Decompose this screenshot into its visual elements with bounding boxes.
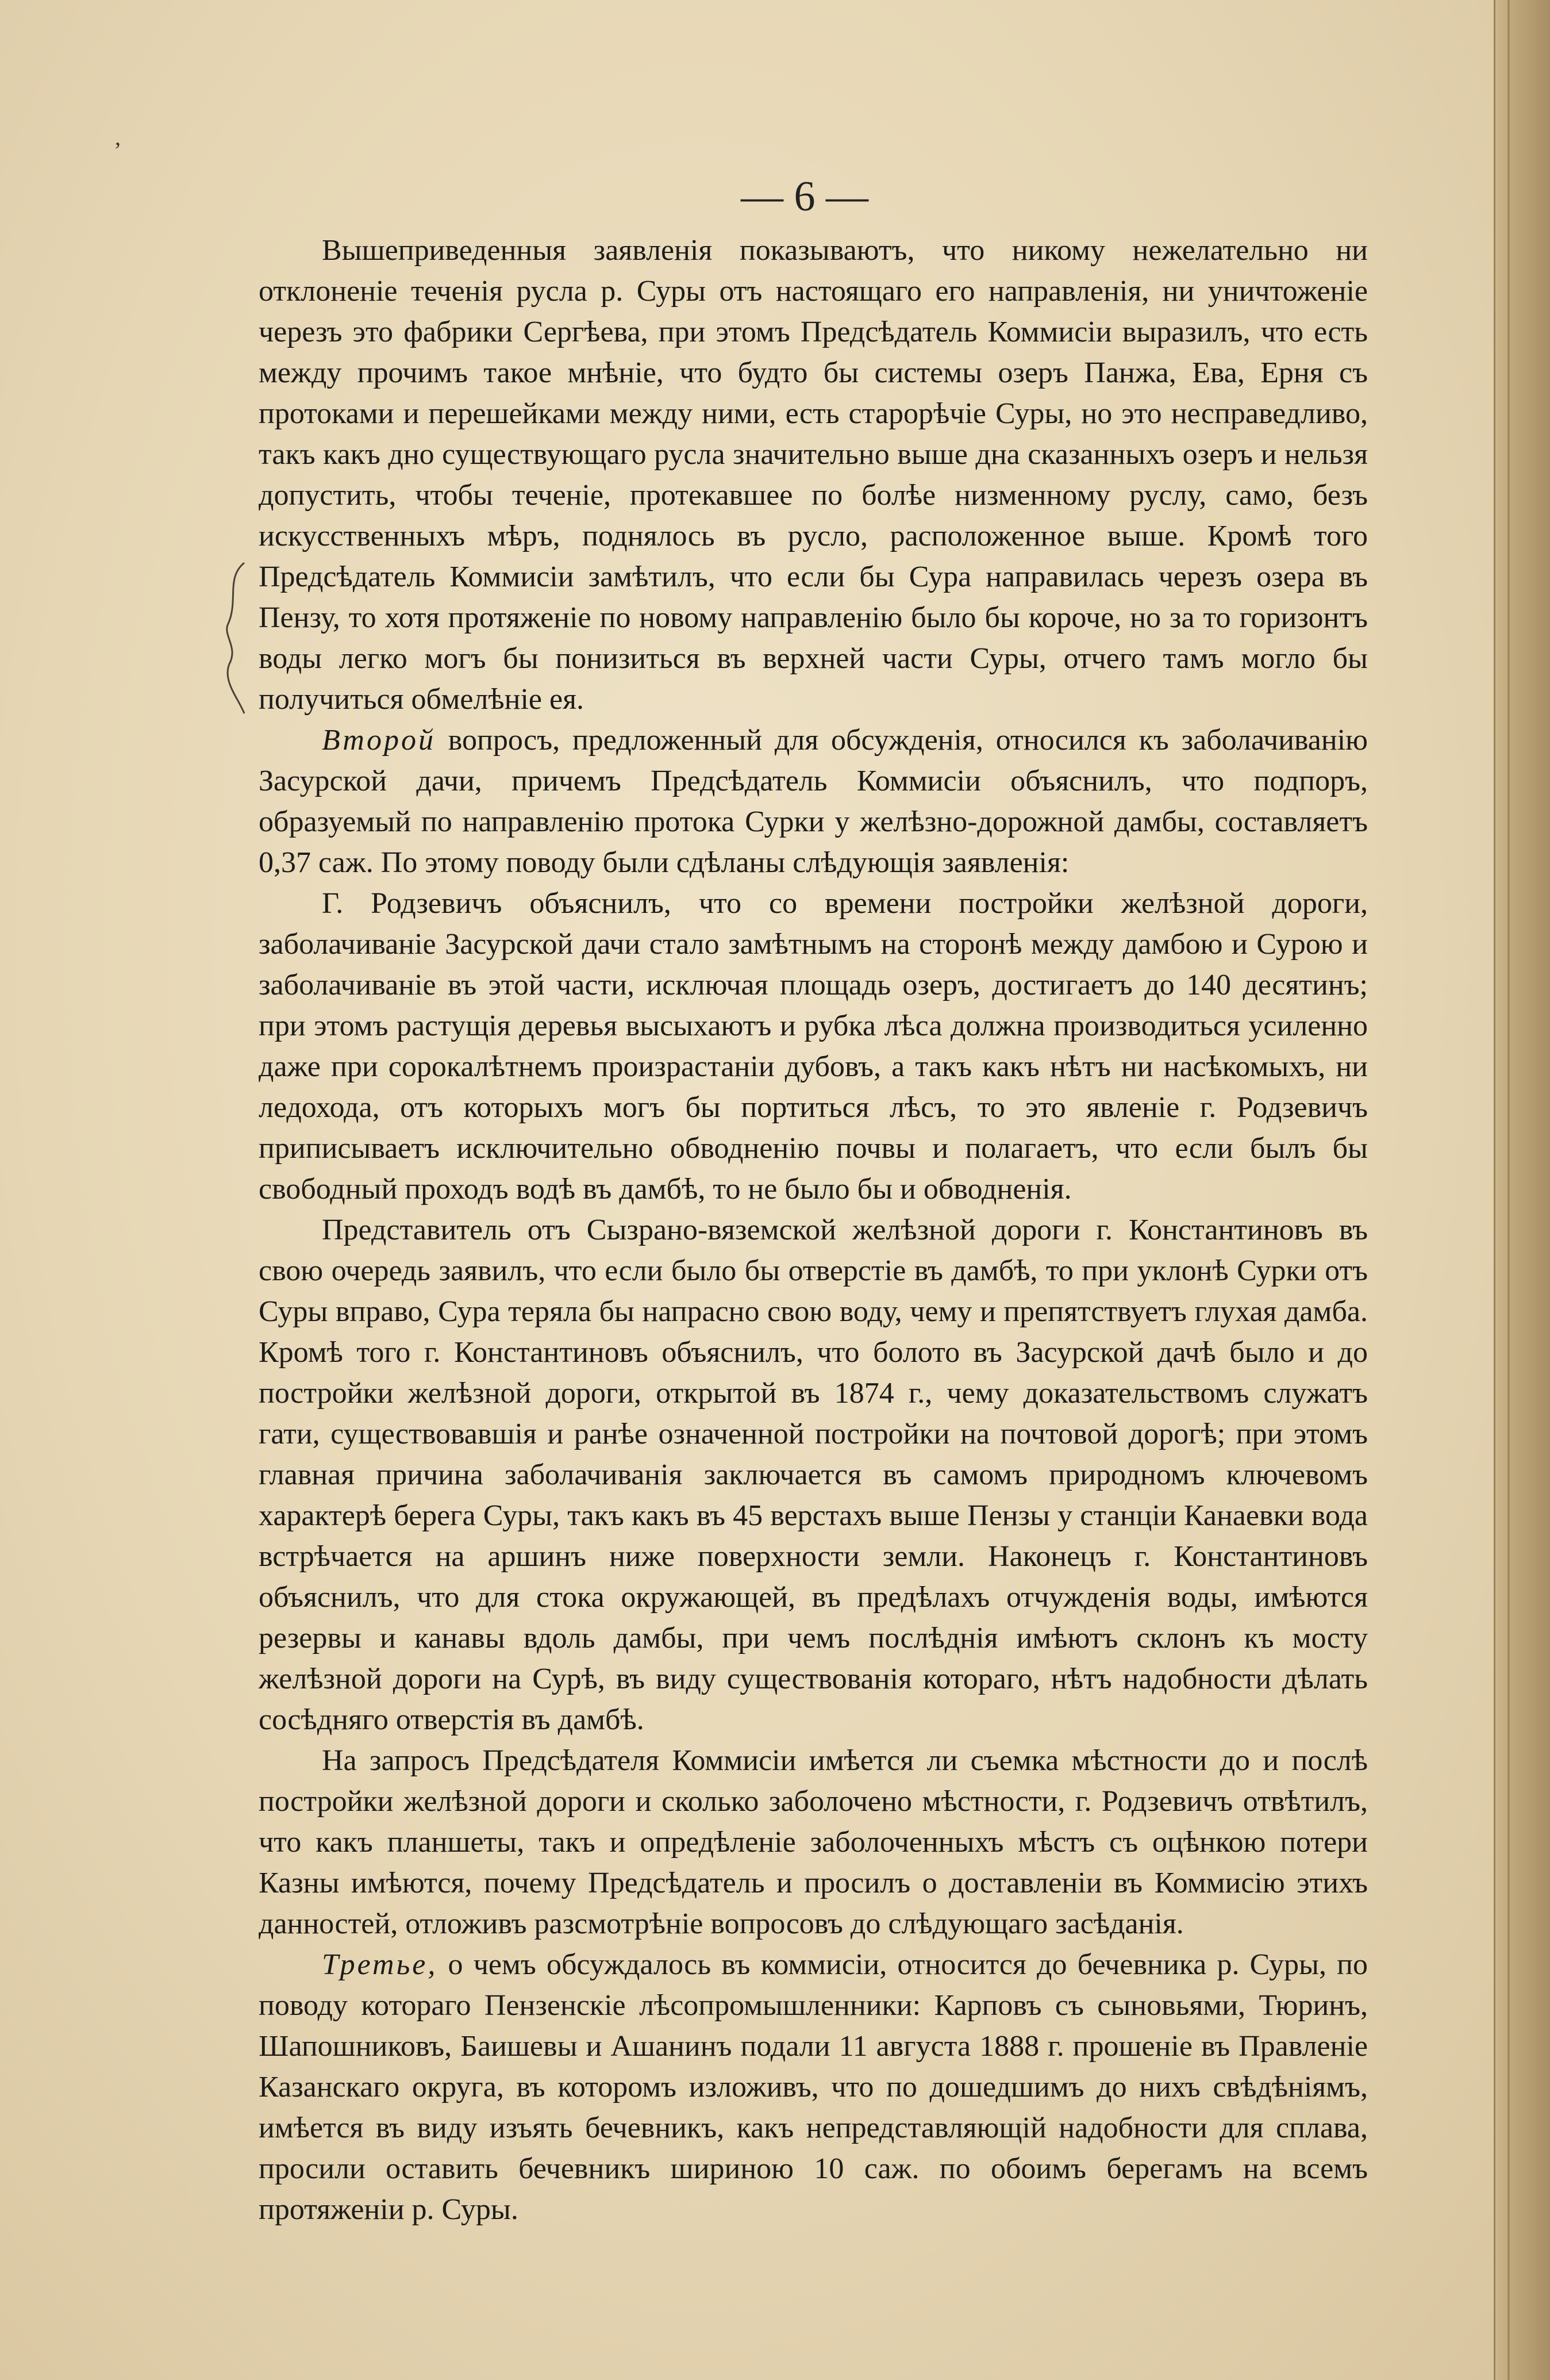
- paragraph: Второй вопросъ, предложенный для обсужденія, относился къ заболачиванію Засурской дачи, причемъ Предсѣдатель Коммисіи объяснилъ, что подпоръ, образуемый по направленію протока Сурки у желѣзно-дорожной дамбы, составляетъ 0,37 саж. По этому поводу были сдѣланы слѣдующія заявленія:: [259, 724, 1368, 879]
- paragraph: Представитель отъ Сызрано-вяземской желѣзной дороги г. Константиновъ въ свою очередь заявилъ, что если было бы отверстіе въ дамбѣ, то при уклонѣ Сурки отъ Суры вправо, Сура теряла бы напрасно свою воду, чему и препятствуетъ глухая дамба. Кромѣ того г. Константиновъ объяснилъ, что болото въ Засурской дачѣ было и до постройки желѣзной дороги, открытой въ 1874 г., чему доказательствомъ служатъ гати, существовавшія и ранѣе означенной постройки на почтовой дорогѣ; при этомъ главная причина заболачиванія заключается въ самомъ природномъ ключевомъ характерѣ берега Суры, такъ какъ въ 45 верстахъ выше Пензы у станціи Канаевки вода встрѣчается на аршинъ ниже поверхности земли. Наконецъ г. Константиновъ объяснилъ, что для стока окружающей, въ предѣлахъ отчужденія воды, имѣются резервы и канавы вдоль дамбы, при чемъ послѣднія имѣютъ склонъ къ мосту желѣзной дороги на Сурѣ, въ виду существованія котораго, нѣтъ надобности дѣлать сосѣдняго отверстія въ дамбѣ.: [259, 1214, 1368, 1736]
- binding-thread: [1507, 0, 1510, 2380]
- margin-brace-mark: [221, 561, 249, 716]
- body-text: [259, 230, 1368, 2230]
- paragraph: На запросъ Предсѣдателя Коммисіи имѣется ли съемка мѣстности до и послѣ постройки желѣзной дороги и сколько заболочено мѣстности, г. Родзевичъ отвѣтилъ, что какъ планшеты, такъ и опредѣленіе заболоченныхъ мѣстъ съ оцѣнкою потери Казны имѣются, почему Предсѣдатель и просилъ о доставленіи въ Коммисію этихъ данностей, отложивъ разсмотрѣніе вопросовъ до слѣдующаго засѣданія.: [259, 1744, 1368, 1940]
- paragraph: Вышеприведенныя заявленія показываютъ, что никому нежелательно ни отклоненіе теченія русла р. Суры отъ настоящаго его направленія, ни уничтоженіе черезъ это фабрики Сергѣева, при этомъ Предсѣдатель Коммисіи выразилъ, что есть между прочимъ такое мнѣніе, что будто бы системы озеръ Панжа, Ева, Ерня съ протоками и перешейками между ними, есть старорѣчіе Суры, но это несправедливо, такъ какъ дно существующаго русла значительно выше дна сказанныхъ озеръ и нельзя допустить, чтобы теченіе, протекавшее по болѣе низменному руслу, само, безъ искусственныхъ мѣръ, поднялось въ русло, расположенное выше. Кромѣ того Предсѣдатель Коммисіи замѣтилъ, что если бы Сура направилась черезъ озера въ Пензу, то хотя протяженіе по новому направленію было бы короче, но за то горизонтъ воды легко могъ бы понизиться въ верхней части Суры, отчего тамъ могло бы получиться обмелѣніе ея.: [259, 234, 1368, 716]
- paragraph: Третье, о чемъ обсуждалось въ коммисіи, относится до бечевника р. Суры, по поводу котораго Пензенскіе лѣсопромышленники: Карповъ съ сыновьями, Тюринъ, Шапошниковъ, Баишевы и Ашанинъ подали 11 августа 1888 г. прошеніе въ Правленіе Казанскаго округа, въ которомъ изложивъ, что по дошедшимъ до нихъ свѣдѣніямъ, имѣется въ виду изъять бечевникъ, какъ непредставляющій надобности для сплава, просили оставить бечевникъ шириною 10 саж. по обоимъ берегамъ на всемъ протяженіи р. Суры.: [259, 1948, 1368, 2226]
- margin-mark: ,: [115, 124, 121, 150]
- page-number: — 6 —: [741, 173, 868, 220]
- paragraph: Г. Родзевичъ объяснилъ, что со времени постройки желѣзной дороги, заболачиваніе Засурской дачи стало замѣтнымъ на сторонѣ между дамбою и Сурою и заболачиваніе въ этой части, исключая площадь озеръ, достигаетъ до 140 десятинъ; при этомъ растущія деревья высыхаютъ и рубка лѣса должна производиться усиленно даже при сорокалѣтнемъ произрастаніи дубовъ, а такъ какъ нѣтъ ни насѣкомыхъ, ни ледохода, отъ которыхъ могъ бы портиться лѣсъ, то это явленіе г. Родзевичъ приписываетъ исключительно обводненію почвы и полагаетъ, что если былъ бы свободный проходъ водѣ въ дамбѣ, то не было бы и обводненія.: [259, 887, 1368, 1206]
- book-spine: [1494, 0, 1550, 2380]
